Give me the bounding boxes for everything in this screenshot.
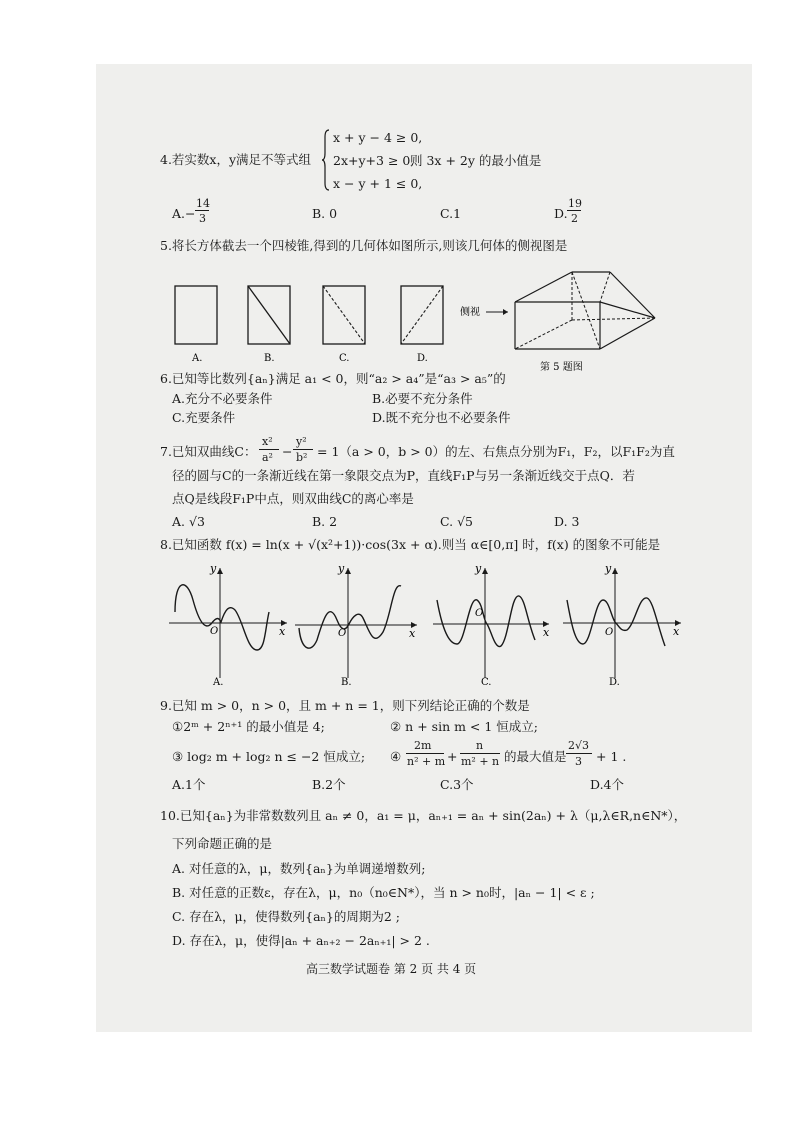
q5-option-c-label: C. [339, 353, 350, 364]
q6-stem: 6.已知等比数列{aₙ}满足 a₁ < 0，则“a₂ > a₄”是“a₃ > a₅”的 [160, 371, 506, 386]
q8-graph-d-origin: O [605, 627, 614, 638]
q8-graph-c [433, 562, 550, 688]
q4-option-a-label: A.− [172, 206, 196, 221]
q9-statement-3: ③ log₂ m + log₂ n ≤ −2 恒成立; [172, 749, 366, 764]
q6-option-c: C.充要条件 [172, 410, 236, 425]
q5-solid-figure [460, 262, 660, 374]
q10-option-b: B. 对任意的正数ε，存在λ，μ，n₀（n₀∈N*），当 n > n₀时，|aₙ − 1| < ε ; [172, 885, 595, 900]
q9-s4-frac1-num: 2m [414, 739, 432, 752]
page-footer: 高三数学试题卷 第 2 页 共 4 页 [306, 962, 477, 976]
q5-figure-caption: 第 5 题图 [540, 362, 583, 373]
q9-option-c: C.3个 [440, 777, 474, 792]
q5-stem: 5.将长方体截去一个四棱锥,得到的几何体如图所示,则该几何体的侧视图是 [160, 238, 568, 253]
q5-option-a-rect [175, 286, 217, 344]
q9-statement-2: ② n + sin m < 1 恒成立; [390, 719, 538, 734]
q9-s4-frac1-den: n² + m [407, 755, 446, 768]
q6-option-d: D.既不充分也不必要条件 [372, 410, 511, 425]
q5-option-c-diagonal [323, 286, 365, 344]
q8-graph-a [169, 562, 287, 688]
q4-option-a-fraction-bar [195, 210, 209, 211]
q9-s4-frac2-bar [460, 753, 500, 754]
q4-option-c: C.1 [440, 206, 462, 221]
q7-option-d: D. 3 [554, 514, 580, 529]
q7-frac2-den: b² [296, 451, 308, 464]
q9-option-b: B.2个 [312, 777, 346, 792]
q5-option-a-label: A. [192, 353, 203, 364]
q9-s4-mid: 的最大值是 [504, 749, 567, 764]
q8-graph-b [295, 562, 417, 688]
q7-stem-pre: 7.已知双曲线C： [160, 444, 257, 459]
q4-option-d-label: D. [554, 206, 568, 221]
q8-graph-d [563, 562, 681, 688]
q9-s4-value-num: 2√3 [568, 739, 590, 752]
q4-option-a-num: 14 [196, 197, 210, 210]
q4-ineq-2: 2x+y+3 ≥ 0, [333, 153, 415, 168]
q7-option-b: B. 2 [312, 514, 338, 529]
q8-graph-d-label: D. [609, 677, 620, 688]
q7-minus: − [282, 444, 293, 459]
q9-option-d: D.4个 [590, 777, 625, 792]
q7-option-a: A. √3 [172, 514, 205, 529]
q4-option-a-den: 3 [199, 212, 206, 225]
q5-side-view-arrowhead [503, 309, 508, 315]
q7-option-c: C. √5 [440, 514, 473, 529]
q9-stem: 9.已知 m > 0，n > 0，且 m + n = 1，则下列结论正确的个数是 [160, 698, 530, 713]
q8-graph-b-origin: O [338, 628, 347, 639]
q7-frac2-bar [293, 449, 313, 450]
q10-option-c: C. 存在λ，μ，使得数列{aₙ}的周期为2 ; [172, 909, 401, 924]
q9-s4-post: + 1 . [596, 749, 627, 764]
q9-s4-plus: + [447, 749, 458, 764]
q8-graph-a-y-label: y [210, 562, 217, 575]
q4-stem-post: 则 3x + 2y 的最小值是 [410, 153, 542, 168]
q8-graph-c-x-label: x [543, 626, 550, 639]
q8-stem: 8.已知函数 f(x) = ln(x + √(x²+1))·cos(3x + α).则当 α∈[0,π] 时，f(x) 的图象不可能是 [160, 537, 661, 552]
q10-option-d: D. 存在λ，μ，使得|aₙ + aₙ₊₂ − 2aₙ₊₁| > 2 . [172, 933, 430, 948]
q8-graph-c-origin: O [475, 608, 484, 619]
q8-graph-b-y-label: y [338, 562, 345, 575]
q8-graph-d-x-label: x [673, 625, 680, 638]
q5-option-b-diagonal [248, 286, 290, 344]
q8-graph-b-label: B. [341, 677, 352, 688]
q9-s4-value-den: 3 [575, 755, 582, 768]
q7-frac1-bar [259, 449, 279, 450]
q8-graph-d-y-label: y [605, 562, 612, 575]
q9-statement-4-marker: ④ [390, 749, 402, 764]
q4-option-d-num: 19 [568, 197, 582, 210]
q4-option-d-fraction-bar [567, 210, 581, 211]
q10-option-a: A. 对任意的λ，μ，数列{aₙ}为单调递增数列; [172, 861, 426, 876]
q5-option-d-diagonal [401, 286, 443, 344]
q4-option-d-den: 2 [571, 212, 578, 225]
q9-s4-value-bar [566, 753, 592, 754]
q9-s4-frac2-num: n [476, 739, 484, 752]
q7-frac2-num: y² [296, 435, 307, 448]
q8-graph-b-x-label: x [409, 627, 416, 640]
q9-statement-1: ①2ᵐ + 2ⁿ⁺¹ 的最小值是 4; [172, 719, 325, 734]
q4-ineq-3: x − y + 1 ≤ 0, [333, 176, 423, 191]
q5-side-view-label: 侧视 [460, 307, 480, 318]
q8-graphs [165, 560, 720, 692]
q9-option-a: A.1个 [172, 777, 206, 792]
q7-stem-line1: = 1（a > 0，b > 0）的左、右焦点分别为F₁，F₂，以F₁F₂为直 [317, 444, 675, 459]
q4-option-b: B. 0 [312, 206, 338, 221]
q9-s4-frac1-bar [406, 753, 444, 754]
q8-graph-c-label: C. [481, 677, 492, 688]
q4-brace [322, 129, 330, 191]
q7-frac1-num: x² [262, 435, 273, 448]
q7-stem-line2: 径的圆与C的一条渐近线在第一象限交点为P，直线F₁P与另一条渐近线交于点Q．若 [172, 468, 635, 483]
q10-stem-2: 下列命题正确的是 [172, 836, 273, 851]
q8-graph-c-y-label: y [475, 562, 482, 575]
q8-graph-a-label: A. [213, 677, 224, 688]
q7-stem-line3: 点Q是线段F₁P中点，则双曲线C的离心率是 [172, 491, 414, 506]
q8-graph-a-x-label: x [279, 625, 286, 638]
q5-option-b-label: B. [264, 353, 275, 364]
q5-options-figure [168, 284, 458, 366]
q7-frac1-den: a² [262, 451, 273, 464]
q8-graph-a-origin: O [210, 626, 219, 637]
q5-option-d-label: D. [417, 353, 428, 364]
q10-stem: 10.已知{aₙ}为非常数数列且 aₙ ≠ 0，a₁ = μ，aₙ₊₁ = aₙ + sin(2aₙ) + λ（μ,λ∈R,n∈N*）， [160, 808, 687, 823]
q9-s4-frac2-den: m² + n [461, 755, 500, 768]
q4-stem: 4.若实数x，y满足不等式组 [160, 152, 312, 167]
q6-option-b: B.必要不充分条件 [372, 391, 473, 406]
q4-ineq-1: x + y − 4 ≥ 0, [333, 130, 423, 145]
q6-option-a: A.充分不必要条件 [172, 391, 273, 406]
